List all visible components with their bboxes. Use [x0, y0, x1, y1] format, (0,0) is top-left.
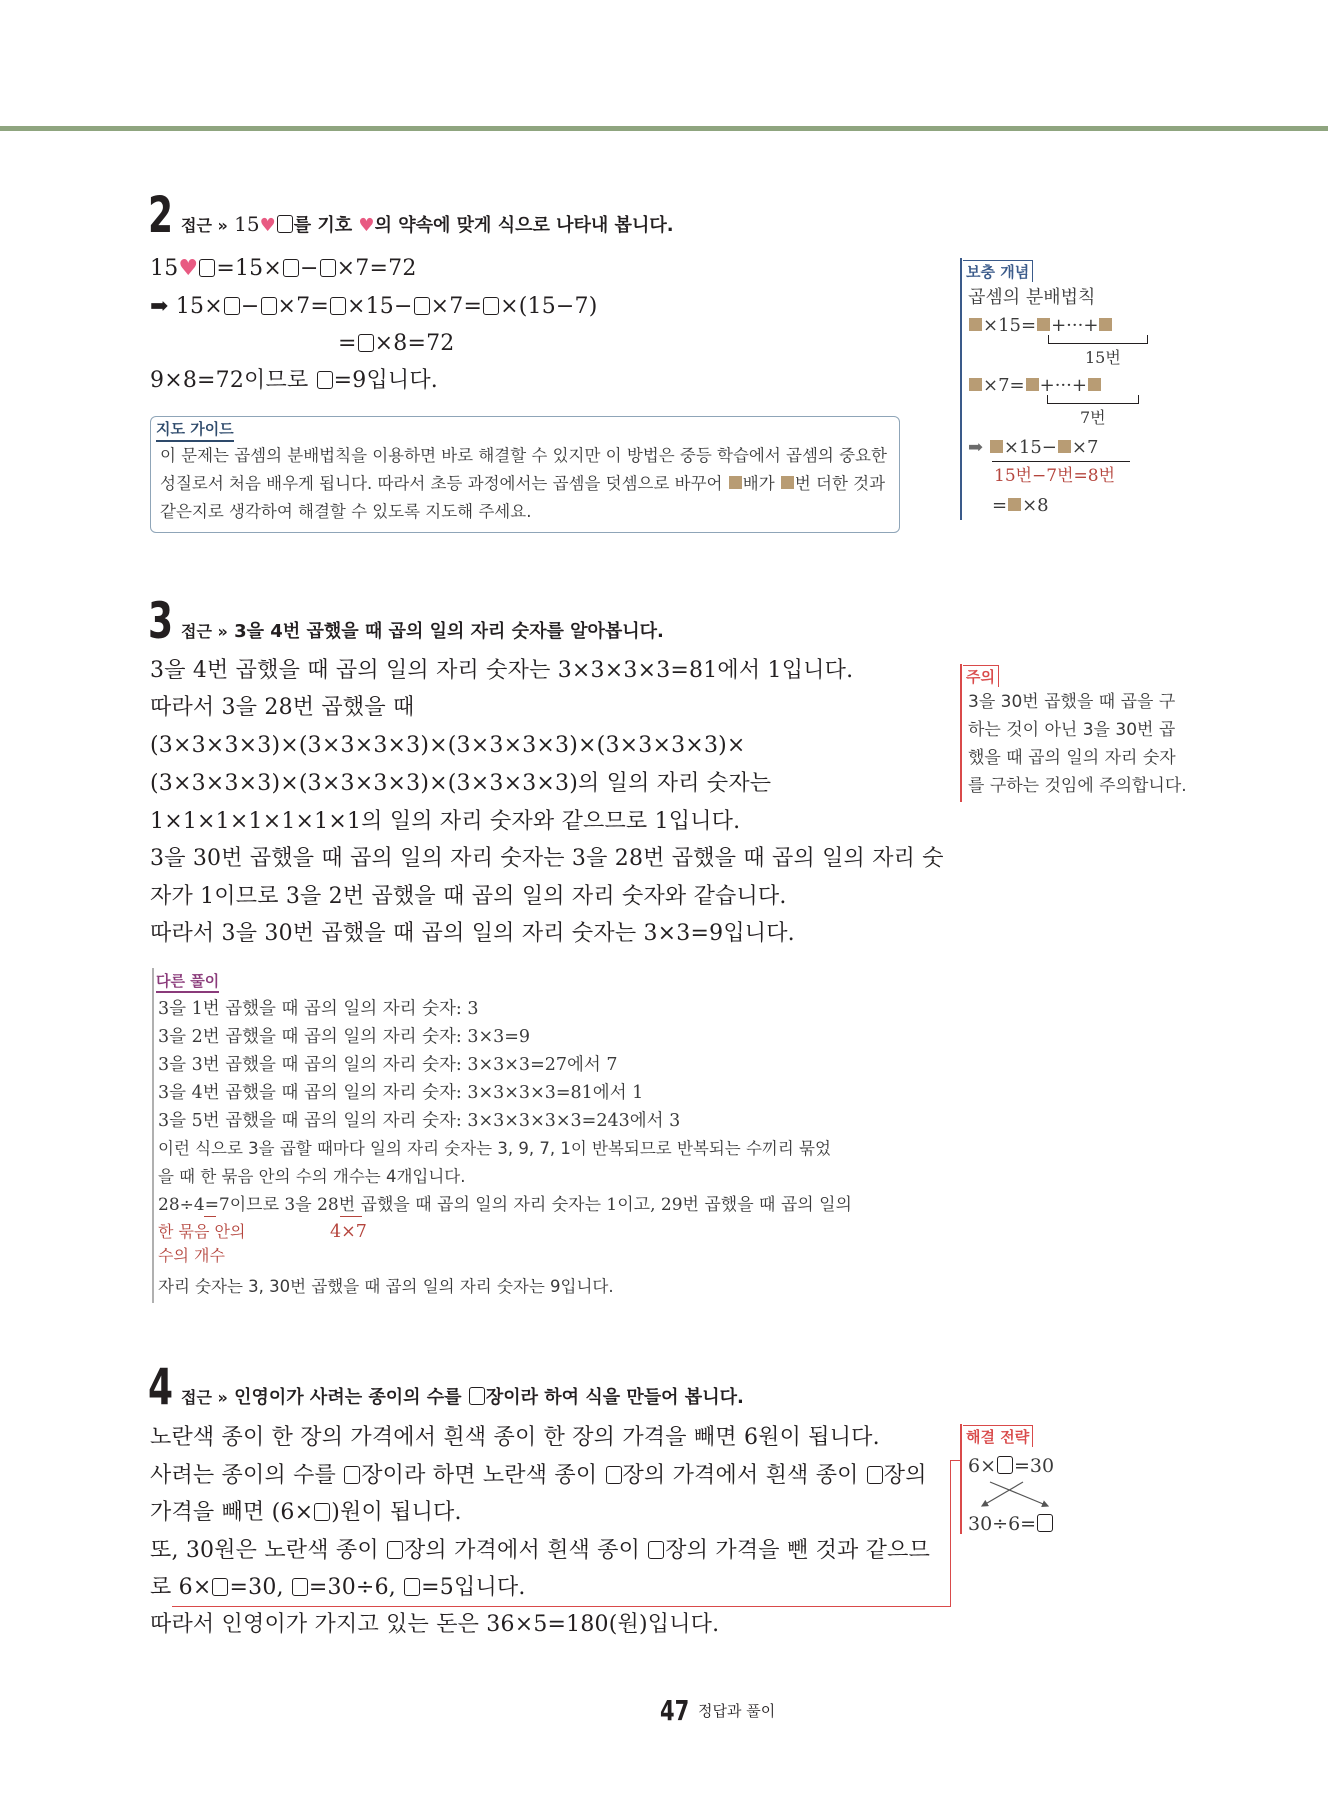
strategy-line: 30÷6=	[968, 1510, 1054, 1538]
blank-box	[483, 297, 499, 315]
connector-line	[172, 1606, 950, 1607]
square-icon	[990, 440, 1003, 453]
solution-line: (3×3×3×3)×(3×3×3×3)×(3×3×3×3)의 일의 자리 숫자는	[150, 771, 772, 796]
solution-line: 사려는 종이의 수를 장이라 하면 노란색 종이 장의 가격에서 흰색 종이 장의	[150, 1463, 927, 1488]
caution-line: 하는 것이 아닌 3을 30번 곱	[968, 720, 1176, 740]
problem-number: 4	[148, 1358, 174, 1416]
approach-tag: 접근 »	[181, 622, 228, 641]
annotation-label: 수의 개수	[158, 1246, 225, 1265]
blank-box	[277, 215, 293, 233]
swap-arrows-icon	[968, 1480, 1068, 1510]
solution-line: 로 6× =30, =30÷6, =5입니다.	[150, 1575, 526, 1600]
caution-title: 주의	[963, 665, 999, 687]
caution-line: 했을 때 곱의 일의 자리 숫자	[968, 748, 1176, 768]
solution-line: 3을 30번 곱했을 때 곱의 일의 자리 숫자는 3을 28번 곱했을 때 곱의 일의 자리 숫	[150, 846, 944, 871]
sidebar-rule	[960, 664, 962, 802]
sidebar-rule	[960, 258, 962, 520]
underline	[340, 1216, 362, 1217]
footer-label: 정답과 풀이	[698, 1702, 776, 1720]
approach-tag: 접근 »	[181, 216, 228, 235]
blank-box	[358, 334, 374, 352]
blank-box	[330, 297, 346, 315]
teaching-guide-title: 지도 가이드	[156, 418, 234, 442]
blank-box	[212, 1578, 228, 1596]
blank-box	[199, 259, 215, 277]
supplement-line: 15번−7번=8번	[994, 466, 1116, 486]
equation-line: 15♥ =15× − ×7=72	[150, 256, 417, 281]
annotation-label: 한 묶음 안의	[158, 1222, 246, 1241]
alt-solution-rule	[152, 968, 154, 1303]
strategy-title: 해결 전략	[963, 1425, 1033, 1447]
strategy-line: 6× =30	[968, 1455, 1055, 1477]
approach-tag: 접근 »	[181, 1388, 228, 1407]
solution-line: 자가 1이므로 3을 2번 곱했을 때 곱의 일의 자리 숫자와 같습니다.	[150, 884, 787, 909]
square-icon	[1037, 318, 1050, 331]
brace	[1048, 335, 1148, 344]
heart-icon: ♥	[259, 215, 276, 236]
underline	[204, 1216, 216, 1217]
square-icon	[729, 476, 742, 489]
blank-box	[469, 1387, 485, 1405]
sidebar-rule	[960, 1424, 962, 1534]
alt-solution-line: 3을 5번 곱했을 때 곱의 일의 자리 숫자: 3×3×3×3×3=243에서 3	[158, 1111, 681, 1131]
alt-solution-line: 3을 2번 곱했을 때 곱의 일의 자리 숫자: 3×3=9	[158, 1027, 531, 1047]
supplement-line: = ×8	[992, 495, 1049, 516]
blank-box	[404, 1578, 420, 1596]
solution-line: (3×3×3×3)×(3×3×3×3)×(3×3×3×3)×(3×3×3×3)×	[150, 733, 746, 758]
square-icon	[969, 318, 982, 331]
alt-solution-line: 3을 3번 곱했을 때 곱의 일의 자리 숫자: 3×3×3=27에서 7	[158, 1055, 618, 1075]
caution-line: 3을 30번 곱했을 때 곱을 구	[968, 692, 1176, 712]
annotation-label: 4×7	[330, 1222, 367, 1242]
blank-box	[414, 297, 430, 315]
blank-box	[648, 1541, 664, 1559]
solution-line: 노란색 종이 한 장의 가격에서 흰색 종이 한 장의 가격을 빼면 6원이 됩니다.	[150, 1425, 880, 1450]
heart-icon: ♥	[178, 256, 199, 281]
problem-number: 3	[148, 592, 174, 650]
blank-box	[317, 371, 333, 389]
alt-solution-line: 이런 식으로 3을 곱할 때마다 일의 자리 숫자는 3, 9, 7, 1이 반복되므로 반복되는 수끼리 묶었	[158, 1139, 831, 1158]
square-icon	[781, 476, 794, 489]
alt-solution-line: 3을 1번 곱했을 때 곱의 일의 자리 숫자: 3	[158, 999, 479, 1019]
equation-line: 9×8=72이므로 =9입니다.	[150, 368, 438, 393]
square-icon	[969, 378, 982, 391]
blank-box	[344, 1466, 360, 1484]
approach-line: 접근 » 3을 4번 곱했을 때 곱의 일의 자리 숫자를 알아봅니다.	[181, 621, 664, 642]
blank-box	[867, 1466, 883, 1484]
supplement-title: 보충 개념	[963, 260, 1033, 282]
square-icon	[1008, 498, 1021, 511]
blank-box	[387, 1541, 403, 1559]
blank-box	[261, 297, 277, 315]
top-rule	[0, 126, 1328, 131]
blank-box	[292, 1578, 308, 1596]
alt-solution-line: 을 때 한 묶음 안의 수의 개수는 4개입니다.	[158, 1167, 466, 1186]
alt-solution-title: 다른 풀이	[156, 970, 219, 993]
square-icon	[1026, 378, 1039, 391]
solution-line: 따라서 3을 30번 곱했을 때 곱의 일의 자리 숫자는 3×3=9입니다.	[150, 921, 795, 946]
blank-box	[283, 259, 299, 277]
brace-label: 15번	[1085, 348, 1121, 367]
solution-line: 가격을 빼면 (6× )원이 됩니다.	[150, 1500, 462, 1525]
solution-line: 따라서 3을 28번 곱했을 때	[150, 695, 415, 720]
supplement-line: ×7= +···+	[968, 372, 1102, 400]
solution-line: 1×1×1×1×1×1×1의 일의 자리 숫자와 같으므로 1입니다.	[150, 809, 741, 834]
blank-box	[320, 259, 336, 277]
alt-solution-line: 28÷4=7이므로 3을 28번 곱했을 때 곱의 일의 자리 숫자는 1이고, 29번 곱했을 때 곱의 일의	[158, 1195, 852, 1215]
square-icon	[1099, 318, 1112, 331]
blank-box	[224, 297, 240, 315]
connector-line	[950, 1460, 960, 1461]
solution-line: 따라서 인영이가 가지고 있는 돈은 36×5=180(원)입니다.	[150, 1612, 720, 1637]
teaching-guide-text: 이 문제는 곱셈의 분배법칙을 이용하면 바로 해결할 수 있지만 이 방법은 중등 학습에서 곱셈의 중요한 성질로서 처음 배우게 됩니다. 따라서 초등 과정에서는 곱셈을 덧셈으로 바꾸어 배가 번 더한 것과 같은지로 생각하여 해결할 수 있도록 지도해 주세요.	[160, 446, 887, 521]
alt-solution-line: 자리 숫자는 3, 30번 곱했을 때 곱의 일의 자리 숫자는 9입니다.	[158, 1277, 614, 1296]
approach-line: 접근 » 15♥ 를 기호 ♥의 약속에 맞게 식으로 나타내 봅니다.	[181, 212, 674, 236]
alt-solution-line: 3을 4번 곱했을 때 곱의 일의 자리 숫자: 3×3×3×3=81에서 1	[158, 1083, 644, 1103]
brace	[1047, 395, 1139, 404]
square-icon	[1088, 378, 1101, 391]
supplement-line: ×15= +···+	[968, 312, 1113, 340]
square-icon	[1058, 440, 1071, 453]
caution-line: 를 구하는 것임에 주의합니다.	[968, 776, 1187, 796]
solution-line: 3을 4번 곱했을 때 곱의 일의 자리 숫자는 3×3×3×3=81에서 1입니다.	[150, 658, 854, 683]
equation-line: = ×8=72	[338, 331, 455, 356]
supplement-line: 곱셈의 분배법칙	[968, 287, 1096, 308]
equation-line: ➡ 15× − ×7= ×15− ×7= ×(15−7)	[150, 294, 598, 319]
heart-icon: ♥	[358, 215, 375, 236]
solution-line: 또, 30원은 노란색 종이 장의 가격에서 흰색 종이 장의 가격을 뺀 것과 같으므	[150, 1538, 931, 1563]
blank-box	[314, 1503, 330, 1521]
page-number: 47	[660, 1694, 690, 1727]
blank-box	[606, 1466, 622, 1484]
blank-box	[997, 1456, 1013, 1474]
connector-line	[950, 1460, 951, 1607]
brace-label: 7번	[1080, 408, 1106, 427]
supplement-line: ➡ ×15− ×7	[968, 437, 1099, 458]
problem-number: 2	[148, 186, 174, 244]
blank-box	[1037, 1514, 1053, 1532]
approach-line: 접근 » 인영이가 사려는 종이의 수를 장이라 하여 식을 만들어 봅니다.	[181, 1387, 744, 1408]
